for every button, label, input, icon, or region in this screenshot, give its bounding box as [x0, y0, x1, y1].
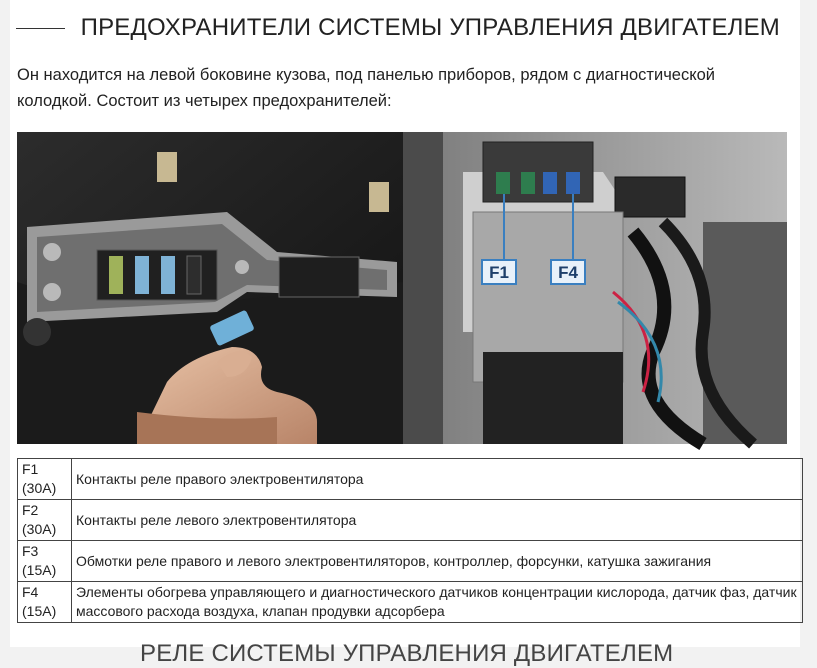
fuse-code: F2	[22, 502, 39, 518]
section-title: ПРЕДОХРАНИТЕЛИ СИСТЕМЫ УПРАВЛЕНИЯ ДВИГАТЕЛЕМ	[80, 14, 780, 41]
table-row	[18, 582, 803, 623]
section-heading	[10, 10, 800, 46]
fuse-amperage: (30A)	[22, 521, 57, 537]
intro-paragraph: Он находится на левой боковине кузова, под панелью приборов, рядом с диагностической колодкой. Состоит из четырех предохранителей:	[17, 66, 716, 110]
fuse-code-cell	[18, 582, 72, 623]
next-section-heading	[140, 634, 740, 667]
fuse-code-cell	[18, 541, 72, 582]
engine-fuse-block-photo	[403, 132, 787, 444]
fuse-amperage: (15A)	[22, 603, 57, 619]
article-page	[10, 0, 800, 667]
fuse-code: F1	[22, 461, 39, 477]
f4-callout-label: F4	[558, 263, 578, 282]
fuse-amperage: (15A)	[22, 562, 57, 578]
fuse-amperage: (30A)	[22, 480, 57, 496]
fuse-description: Контакты реле левого электровентилятора	[72, 500, 803, 541]
photo-row	[17, 132, 787, 444]
table-row	[18, 500, 803, 541]
fuse-code: F3	[22, 543, 39, 559]
fuse-description: Элементы обогрева управляющего и диагностического датчиков концентрации кислорода, датчик фаз, датчик массового расхода воздуха, клапан продувки адсорбера	[72, 582, 803, 623]
fuse-description: Контакты реле правого электровентилятора	[72, 459, 803, 500]
fuse-box-hand-photo	[17, 132, 403, 444]
fuse-code-cell	[18, 500, 72, 541]
heading-divider-left	[16, 28, 65, 29]
fuse-code: F4	[22, 584, 39, 600]
fuse-description: Обмотки реле правого и левого электровентиляторов, контроллер, форсунки, катушка зажигания	[72, 541, 803, 582]
table-row	[18, 459, 803, 500]
next-section-title: РЕЛЕ СИСТЕМЫ УПРАВЛЕНИЯ ДВИГАТЕЛЕМ	[140, 640, 674, 667]
fuse-table	[17, 458, 803, 623]
table-row	[18, 541, 803, 582]
fuse-code-cell	[18, 459, 72, 500]
f1-callout-label: F1	[489, 263, 509, 282]
